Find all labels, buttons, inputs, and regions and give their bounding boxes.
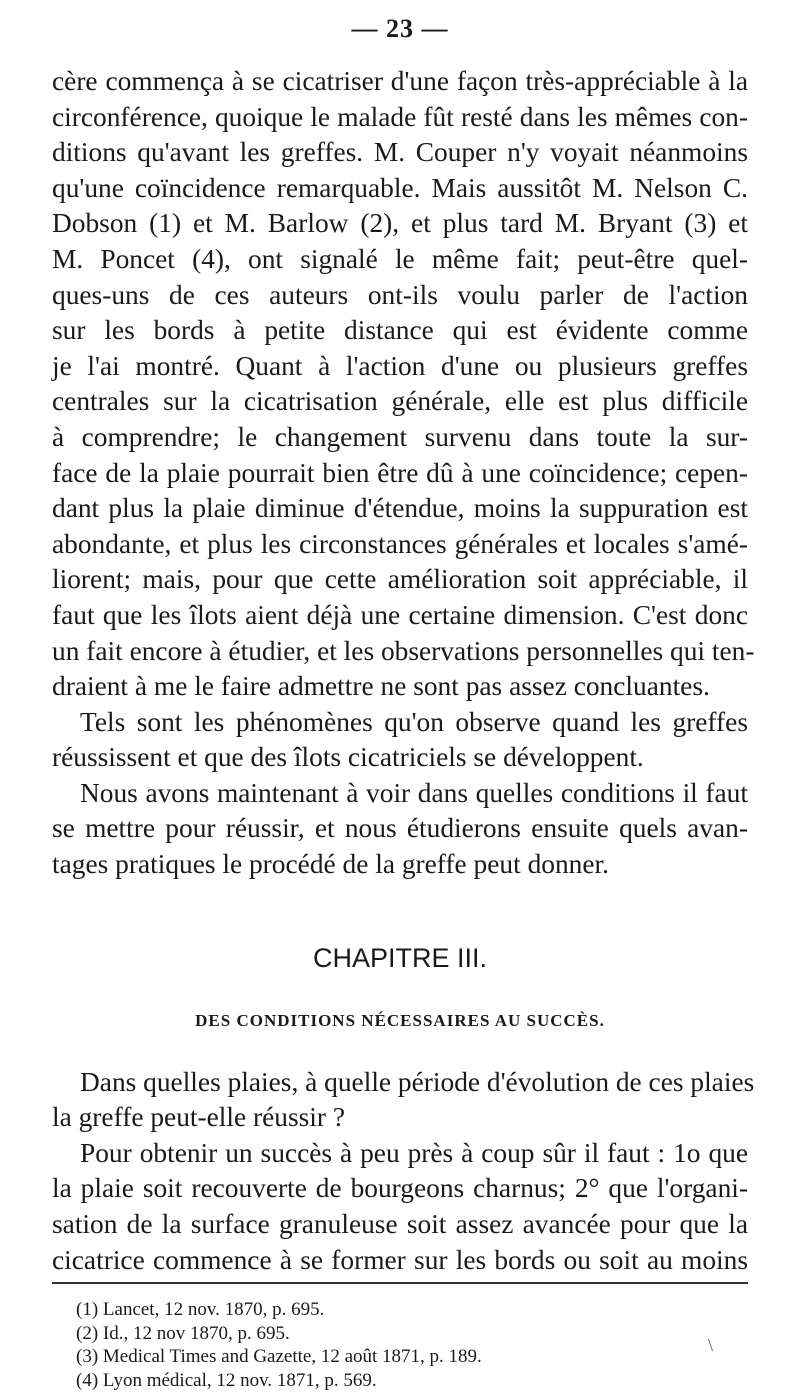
chapter-title: CHAPITRE III. [312, 942, 488, 973]
text-line: Dobson (1) et M. Barlow (2), et plus tard M. Bryant (3) et [52, 208, 748, 239]
text-line: je l'ai montré. Quant à l'action d'une ou plusieurs greffes [52, 350, 748, 381]
text-line: se mettre pour réussir, et nous étudierons ensuite quels avan- [52, 813, 748, 844]
margin-mark: \ [708, 1335, 714, 1355]
text-line: Pour obtenir un succès à peu près à coup sûr il faut : 1o que [80, 1137, 748, 1168]
text-line: circonférence, quoique le malade fût resté dans les mêmes con- [52, 101, 748, 132]
text-line: faut que les îlots aient déjà une certaine dimension. C'est donc [52, 599, 748, 630]
text-line: face de la plaie pourrait bien être dû à une coïncidence; cepen- [52, 457, 748, 488]
footnote-2: (2) Id., 12 nov 1870, p. 695. [76, 1322, 290, 1344]
chapter-subtitle: DES CONDITIONS NÉCESSAIRES AU SUCCÈS. [195, 1010, 605, 1030]
text-line: draient à me le faire admettre ne sont pas assez concluantes. [52, 671, 710, 702]
footnote-4: (4) Lyon médical, 12 nov. 1871, p. 569. [76, 1369, 377, 1391]
paragraph-5 [52, 1136, 748, 1278]
text-line: un fait encore à étudier, et les observations personnelles qui ten- [52, 635, 755, 666]
text-line: la plaie soit recouverte de bourgeons charnus; 2° que l'organi- [52, 1173, 748, 1204]
page-number: — 23 — [351, 14, 449, 43]
text-line: dant plus la plaie diminue d'étendue, moins la suppuration est [52, 493, 748, 524]
text-line: ques-uns de ces auteurs ont-ils voulu parler de l'action [52, 279, 748, 310]
text-line: qu'une coïncidence remarquable. Mais aussitôt M. Nelson C. [52, 172, 748, 203]
text-line: sur les bords à petite distance qui est évidente comme [52, 315, 748, 346]
footnote-3: (3) Medical Times and Gazette, 12 août 1871, p. 189. [76, 1346, 482, 1368]
text-line: Tels sont les phénomènes qu'on observe quand les greffes [80, 706, 748, 737]
paragraph-2 [52, 705, 748, 776]
text-line: cère commença à se cicatriser d'une façon très-appréciable à la [52, 66, 748, 96]
text-line: abondante, et plus les circonstances générales et locales s'amé- [52, 528, 748, 559]
text-line: cicatrice commence à se former sur les bords ou soit au moins [52, 1244, 748, 1275]
text-line: réussissent et que des îlots cicatriciels se développent. [52, 742, 644, 773]
paragraph-4 [52, 1065, 755, 1136]
paragraph-1 [52, 64, 755, 705]
text-line: centrales sur la cicatrisation générale, elle est plus difficile [52, 386, 748, 417]
text-line: à comprendre; le changement survenu dans toute la sur- [52, 421, 748, 452]
text-line: ditions qu'avant les greffes. M. Couper n'y voyait néanmoins [52, 137, 748, 168]
text-line: liorent; mais, pour que cette amélioration soit appréciable, il [52, 564, 748, 595]
text-line: Nous avons maintenant à voir dans quelles conditions il faut [80, 777, 748, 808]
paragraph-3 [52, 776, 748, 883]
footnote-1: (1) Lancet, 12 nov. 1870, p. 695. [76, 1299, 325, 1321]
text-line: la greffe peut-elle réussir ? [52, 1102, 346, 1133]
text-line: Dans quelles plaies, à quelle période d'évolution de ces plaies [80, 1066, 755, 1097]
text-line: tages pratiques le procédé de la greffe peut donner. [52, 849, 609, 880]
text-line: M. Poncet (4), ont signalé le même fait; peut-être quel- [52, 243, 748, 274]
text-line: sation de la surface granuleuse soit assez avancée pour que la [52, 1209, 748, 1240]
footnote-divider [52, 1282, 748, 1284]
footnotes [52, 1298, 748, 1392]
